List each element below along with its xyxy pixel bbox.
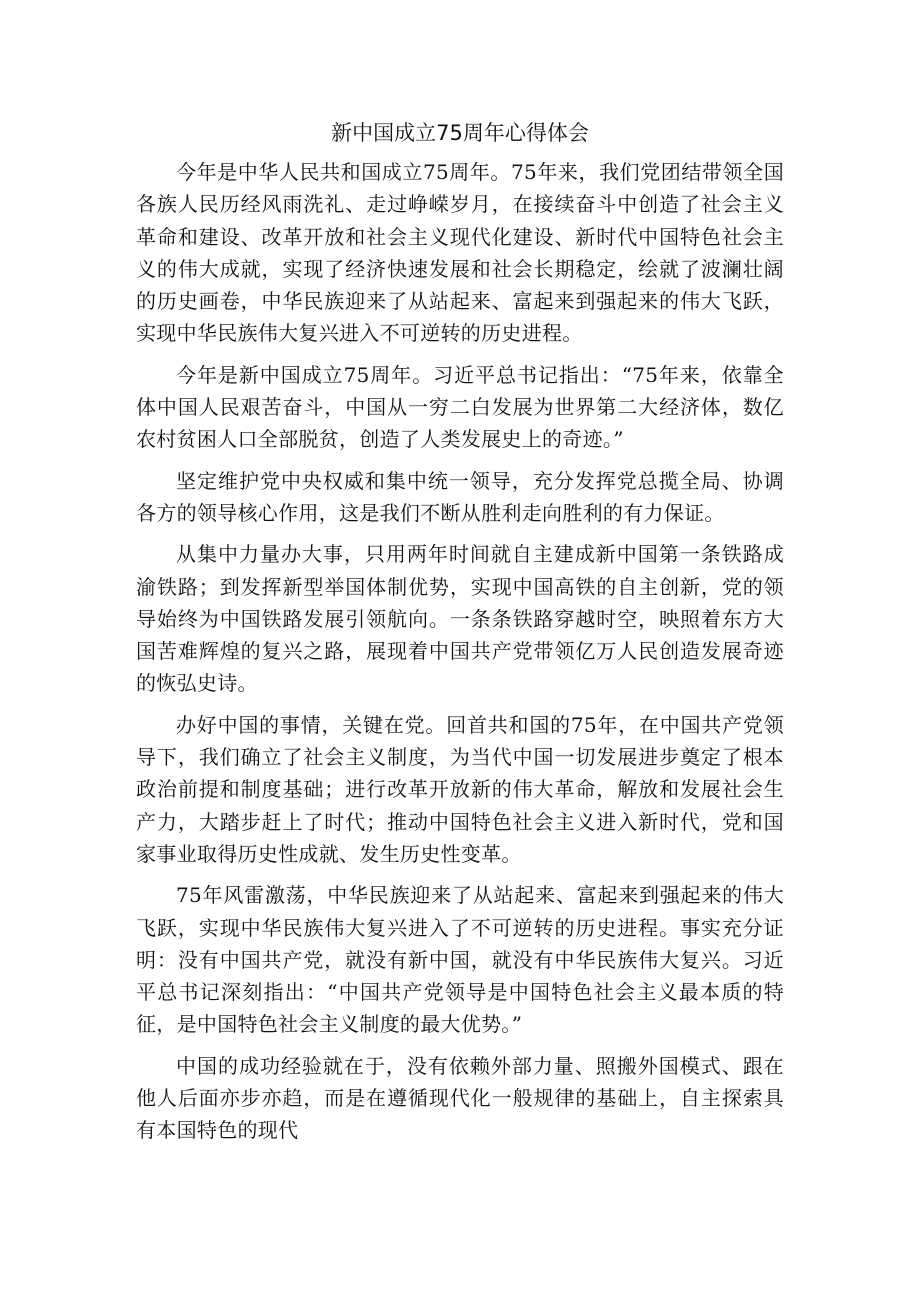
paragraph-7: 中国的成功经验就在于，没有依赖外部力量、照搬外国模式、跟在他人后面亦步亦趋，而是在遵循现代化一般规律的基础上，自主探索具有本国特色的现代 xyxy=(136,1053,784,1143)
paragraph-5: 办好中国的事情，关键在党。回首共和国的75年，在中国共产党领导下，我们确立了社会主义制度，为当代中国一切发展进步奠定了根本政治前提和制度基础；进行改革开放新的伟大革命，解放和发展社会生产力，大踏步赶上了时代；推动中国特色社会主义进入新时代，党和国家事业取得历史性成就、发生历史性变革。 xyxy=(136,712,784,866)
paragraph-3: 坚定维护党中央权威和集中统一领导，充分发挥党总揽全局、协调各方的领导核心作用，这是我们不断从胜利走向胜利的有力保证。 xyxy=(136,468,784,525)
paragraph-4: 从集中力量办大事，只用两年时间就自主建成新中国第一条铁路成渝铁路；到发挥新型举国体制优势，实现中国高铁的自主创新，党的领导始终为中国铁路发展引领航向。一条条铁路穿越时空，映照着东方大国苦难辉煌的复兴之路，展现着中国共产党带领亿万人民创造发展奇迹的恢弘史诗。 xyxy=(136,542,784,696)
paragraph-6: 75年风雷激荡，中华民族迎来了从站起来、富起来到强起来的伟大飞跃，实现中华民族伟大复兴进入了不可逆转的历史进程。事实充分证明：没有中国共产党，就没有新中国，就没有中华民族伟大复兴。习近平总书记深刻指出：“中国共产党领导是中国特色社会主义最本质的特征，是中国特色社会主义制度的最大优势。” xyxy=(136,883,784,1037)
paragraph-1: 今年是中华人民共和国成立75周年。75年来，我们党团结带领全国各族人民历经风雨洗礼、走过峥嵘岁月，在接续奋斗中创造了社会主义革命和建设、改革开放和社会主义现代化建设、新时代中国特色社会主义的伟大成就，实现了经济快速发展和社会长期稳定，绘就了波澜壮阔的历史画卷，中华民族迎来了从站起来、富起来到强起来的伟大飞跃，实现中华民族伟大复兴进入不可逆转的历史进程。 xyxy=(136,160,784,346)
document-body xyxy=(136,156,784,1156)
paragraph-2: 今年是新中国成立75周年。习近平总书记指出：“75年来，依靠全体中国人民艰苦奋斗，中国从一穷二白发展为世界第二大经济体，数亿农村贫困人口全部脱贫，创造了人类发展史上的奇迹。” xyxy=(136,362,784,452)
document-title: 新中国成立75周年心得体会 xyxy=(331,121,589,145)
